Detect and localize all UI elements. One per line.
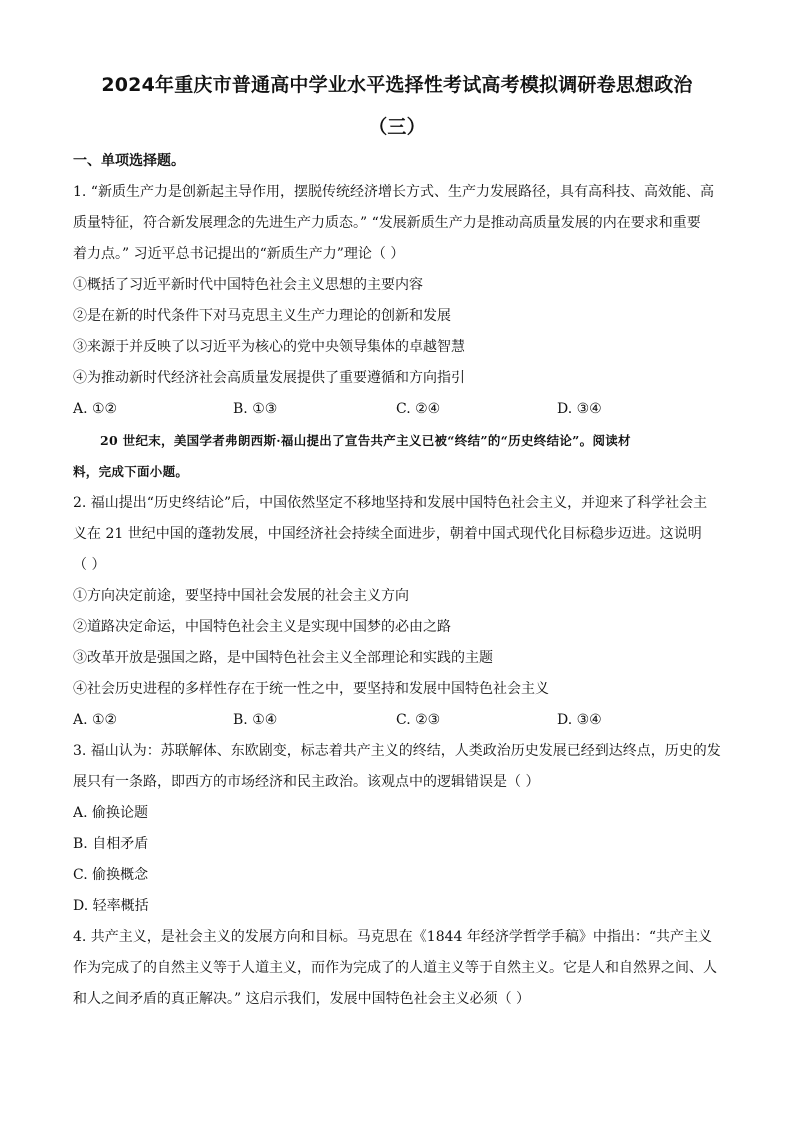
q4-stem-line-2: 作为完成了的自然主义等于人道主义，而作为完成了的人道主义等于自然主义。它是人和自然界之间、人 bbox=[73, 960, 717, 976]
q3-option-d: D. 轻率概括 bbox=[73, 898, 149, 914]
q2-option-b: B. ①④ bbox=[233, 712, 278, 728]
q2-statement-1: ①方向决定前途，要坚持中国社会发展的社会主义方向 bbox=[73, 588, 409, 604]
q1-option-b: B. ①③ bbox=[233, 401, 278, 417]
q2-statement-4: ④社会历史进程的多样性存在于统一性之中，要坚持和发展中国特色社会主义 bbox=[73, 681, 549, 697]
q3-stem-line-2: 展只有一条路，即西方的市场经济和民主政治。该观点中的逻辑错误是（ ） bbox=[73, 774, 540, 790]
q1-stem-line-2: 质量特征，符合新发展理念的先进生产力质态。” “发展新质生产力是推动高质量发展的内在要求和重要 bbox=[73, 215, 701, 231]
q2-option-c: C. ②③ bbox=[396, 712, 441, 728]
exam-title: 2024年重庆市普通高中学业水平选择性考试高考模拟调研卷思想政治 bbox=[101, 74, 693, 96]
q3-option-c: C. 偷换概念 bbox=[73, 867, 149, 883]
q2-stem-line-1: 2. 福山提出“历史终结论”后，中国依然坚定不移地坚持和发展中国特色社会主义，并迎来了科学社会主 bbox=[73, 495, 708, 511]
q1-option-c: C. ②④ bbox=[396, 401, 441, 417]
q3-option-a: A. 偷换论题 bbox=[73, 805, 149, 821]
material-line-1: 20 世纪末，美国学者弗朗西斯·福山提出了宣告共产主义已被“终结”的“历史终结论”。阅读材 bbox=[100, 433, 631, 448]
q1-statement-4: ④为推动新时代经济社会高质量发展提供了重要遵循和方向指引 bbox=[73, 370, 465, 386]
q1-statement-3: ③来源于并反映了以习近平为核心的党中央领导集体的卓越智慧 bbox=[73, 339, 465, 355]
material-line-2: 料，完成下面小题。 bbox=[73, 464, 189, 479]
q1-stem-line-1: 1. “新质生产力是创新起主导作用，摆脱传统经济增长方式、生产力发展路径，具有高科技、高效能、高 bbox=[73, 184, 714, 200]
exam-title-paper-number: （三） bbox=[368, 116, 426, 138]
q2-option-d: D. ③④ bbox=[557, 712, 602, 728]
q2-statement-3: ③改革开放是强国之路，是中国特色社会主义全部理论和实践的主题 bbox=[73, 650, 493, 666]
q4-stem-line-3: 和人之间矛盾的真正解决。” 这启示我们，发展中国特色社会主义必须（ ） bbox=[73, 991, 531, 1007]
q4-stem-line-1: 4. 共产主义，是社会主义的发展方向和目标。马克思在《1844 年经济学哲学手稿》中指出：“共产主义 bbox=[73, 929, 713, 945]
q1-option-a: A. ①② bbox=[73, 401, 118, 417]
q1-stem-line-3: 着力点。” 习近平总书记提出的“新质生产力”理论（ ） bbox=[73, 246, 405, 262]
q2-stem-line-3: （ ） bbox=[73, 557, 106, 573]
q2-stem-line-2: 义在 21 世纪中国的蓬勃发展，中国经济社会持续全面进步，朝着中国式现代化目标稳步迈进。这说明 bbox=[73, 526, 702, 542]
q1-option-d: D. ③④ bbox=[557, 401, 602, 417]
q1-statement-1: ①概括了习近平新时代中国特色社会主义思想的主要内容 bbox=[73, 277, 423, 293]
section-heading: 一、单项选择题。 bbox=[73, 153, 185, 169]
q2-statement-2: ②道路决定命运，中国特色社会主义是实现中国梦的必由之路 bbox=[73, 619, 451, 635]
q3-option-b: B. 自相矛盾 bbox=[73, 836, 149, 852]
q3-stem-line-1: 3. 福山认为：苏联解体、东欧剧变，标志着共产主义的终结，人类政治历史发展已经到达终点，历史的发 bbox=[73, 743, 721, 759]
q1-options bbox=[73, 399, 723, 419]
q2-options bbox=[73, 710, 723, 730]
q2-option-a: A. ①② bbox=[73, 712, 118, 728]
q1-statement-2: ②是在新的时代条件下对马克思主义生产力理论的创新和发展 bbox=[73, 308, 451, 324]
